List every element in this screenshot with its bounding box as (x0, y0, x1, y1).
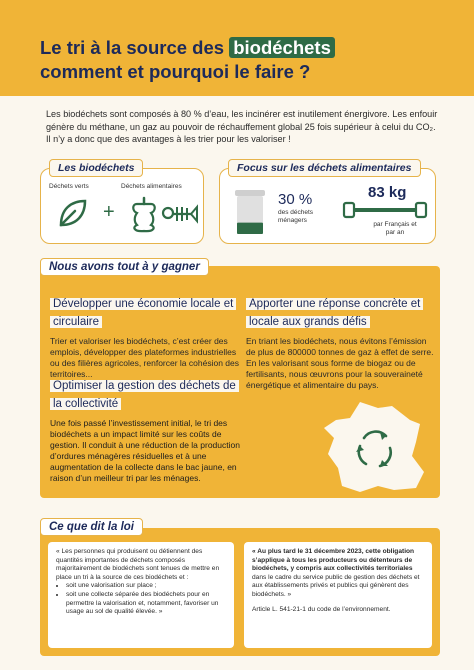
dumbbell-icon (342, 201, 428, 219)
weight-label: par Français et par an (373, 221, 417, 236)
law-quote-bullet-2: • soit une collecte séparée des biodéchets pour en permettre la valorisation et, notamment, favoriser un usage au sol de qualité élevée. » (66, 591, 226, 617)
law-tag: Ce que dit la loi (40, 518, 143, 536)
benefit-economy-text: Trier et valoriser les biodéchets, c’est créer des emplois, développer des plateformes industrielles ou des filières agricoles, renforcer la cohésion des territoires... (50, 336, 239, 379)
title-highlight: biodéchets (229, 37, 335, 58)
leaf-icon (55, 197, 89, 231)
benefit-management (50, 376, 240, 484)
law-article-ref: Article L. 541-21-1 du code de l’environnement. (252, 605, 391, 613)
law-quote-rest: dans le cadre du service public de gestion des déchets et aux établissements privés et publics qui génèrent des biodéchets. » (252, 573, 420, 598)
law-quote-left (48, 542, 234, 648)
benefit-climate-text: En triant les biodéchets, nous évitons l’émission de plus de 800000 tonnes de gaz à effet de serre. En les valorisant sous forme de biogaz ou de fertilisants, nous œuvrons pour la souveraineté énergétique et alimentaire du pays. (246, 336, 434, 390)
benefits-panel (40, 266, 440, 498)
food-waste-label: Déchets alimentaires (121, 183, 182, 190)
intro-paragraph: Les biodéchets sont composés à 80 % d’eau, les incinérer est inutilement énergivore. Les enfouir génère du méthane, un gaz au pouvoir de réchauffement global 25 fois supérieur à celui du CO₂. Il n’y a donc que des avantages à les trier pour les valoriser ! (46, 109, 438, 144)
benefit-climate-title: Apporter une réponse concrète et locale aux grands défis (246, 298, 423, 328)
percent-label: des déchets ménagers (278, 209, 314, 224)
apple-core-icon (129, 195, 159, 233)
law-quote-right (244, 542, 432, 648)
benefits-tag: Nous avons tout à y gagner (40, 258, 209, 276)
green-waste-label: Déchets verts (49, 183, 89, 190)
benefit-climate (246, 294, 434, 391)
focus-tag: Focus sur les déchets alimentaires (228, 159, 421, 177)
focus-box (219, 162, 436, 244)
benefit-management-title: Optimiser la gestion des déchets de la collectivité (50, 380, 239, 410)
benefit-management-text: Une fois passé l’investissement initial, le tri des biodéchets a un impact limité sur les coûts de gestion. Il conduit à une réduction de la production d’ordures ménagères résiduelles et à une augmentation de la collecte dans le bac jaune, en raison d’un meilleur tri par les ménages. (50, 418, 240, 483)
biodechets-box (40, 162, 204, 244)
law-quote-bold: « Au plus tard le 31 décembre 2023, cette obligation s’applique à tous les producteurs ou détenteurs de biodéchets, y compris aux collectivités territoriales (252, 548, 415, 573)
fish-bone-icon (161, 201, 199, 227)
biodechets-tag: Les biodéchets (49, 159, 143, 177)
france-map-icon (320, 398, 432, 496)
law-quote-intro: « Les personnes qui produisent ou détiennent des quantités importantes de déchets composés majoritairement de biodéchets sont tenues de mettre en place un tri à la source de ces biodéchets et : (56, 548, 220, 581)
benefit-economy (50, 294, 240, 380)
benefit-economy-title: Développer une économie locale et circulaire (50, 298, 236, 328)
law-panel (40, 528, 440, 656)
weight-value: 83 kg (368, 184, 407, 201)
plus-sign: + (103, 201, 115, 223)
law-quote-bullet-1: • soit une valorisation sur place ; (66, 582, 226, 591)
page-title (40, 36, 335, 84)
percent-value: 30 % (278, 191, 313, 208)
title-line1-prefix: Le tri à la source des (40, 37, 225, 58)
trash-bin-icon (232, 187, 268, 237)
title-line2: comment et pourquoi le faire ? (40, 61, 311, 82)
